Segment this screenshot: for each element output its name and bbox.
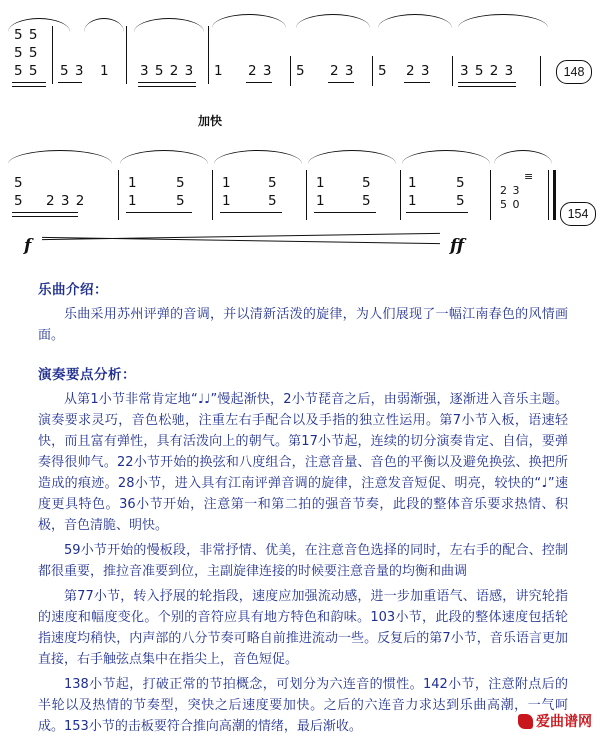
- barline: [490, 170, 491, 220]
- note-group: 5 0: [500, 198, 521, 211]
- note-group: 5: [296, 63, 306, 79]
- barline: [400, 170, 401, 220]
- beam-line: [458, 86, 516, 87]
- note-group: 1: [222, 193, 232, 209]
- slur-arc: [8, 150, 112, 164]
- measure-number-148: 148: [556, 60, 592, 84]
- note-group: 5: [378, 63, 388, 79]
- note-group: 5: [268, 175, 278, 191]
- note-group: 1: [408, 175, 418, 191]
- barline: [126, 26, 127, 84]
- beam-line: [406, 212, 468, 213]
- slur-arc: [84, 18, 124, 32]
- intro-paragraph: 乐曲采用苏州评弹的音调，并以清新活泼的旋律，为人们展现了一幅江南春色的风情画面。: [38, 307, 568, 343]
- note-group: 2 3: [500, 184, 521, 197]
- note-group: 5 3: [60, 63, 85, 79]
- analysis-paragraph-1: 从第1小节非常肯定地“♩♩”慢起渐快，2小节琵音之后，由弱渐强，逐渐进入音乐主题。演奏要求灵巧，音色松驰，注重左右手配合以及手指的独立性运用。第7小节入板，语速轻快，而且富有弹性，具有活泼向上的朝气。第17小节起，连续的切分演奏肯定、自信，要弹奏得很帅气。22小节开始的换弦和八度组合，注意音量、音色的平衡以及避免换弦、换把所造成的痕迹。28小节，进入具有江南评弹音调的旋律，注意发音短促、明亮，较快的“♩”速度更具特色。36小节开始，注意第一和第二拍的强音节奏，此段的整体音乐要求热情、积极，音色清脆、明快。: [38, 392, 568, 533]
- note-group: 3 5 2 3: [460, 63, 515, 79]
- beam-line: [328, 82, 354, 83]
- dynamic-f: f: [24, 236, 32, 256]
- slur-arc: [402, 150, 490, 164]
- analysis-paragraph-4: 138小节起，打破正常的节拍概念，可划分为六连音的惯性。142小节，注意附点后的半轮以及热情的节奏型，突快之后速度要加快。之后的六连音力求达到乐曲高潮，一气呵成。153小节的击板要符合推向高潮的情绪，最后渐收。: [38, 677, 568, 734]
- crescendo-hairpin: [42, 237, 440, 244]
- barline-final-thick: [553, 170, 556, 220]
- note-group: 1: [222, 175, 232, 191]
- dynamic-ff: ff: [450, 236, 465, 256]
- note-group: 5 5: [14, 45, 39, 61]
- slur-arc: [296, 14, 370, 28]
- beam-line: [314, 212, 376, 213]
- note-group: 3 5 2 3: [140, 63, 195, 79]
- beam-line: [126, 212, 192, 213]
- note-group: 5 5: [14, 27, 39, 43]
- note-group: 5: [362, 175, 372, 191]
- analysis-paragraph-3: 第77小节，转入抒展的轮指段，速度应加强流动感，进一步加重语气、语感，讲究轮指的速度和幅度变化。个别的音符应具有地方特色和韵味。103小节，此段的整体速度包括轮指速度均稍快，内声部的八分节奏可略自前推进流动一些。反复后的第7小节，音乐语言更加直接，右手触弦点集中在指尖上，音色短促。: [38, 589, 568, 667]
- note-group: 2 3 2: [46, 193, 86, 209]
- note-group: 1: [316, 175, 326, 191]
- slur-arc: [134, 18, 204, 32]
- score-line-2: [0, 140, 600, 265]
- slur-arc: [458, 14, 548, 28]
- note-group: 5: [14, 175, 24, 191]
- note-group: 5: [362, 193, 372, 209]
- beam-line: [138, 86, 196, 87]
- tempo-marking-jiakuai: 加快: [198, 114, 223, 128]
- beam-line: [58, 82, 82, 83]
- barline: [540, 56, 541, 86]
- slur-arc: [494, 150, 552, 164]
- note-group: 1: [128, 193, 138, 209]
- beam-line: [404, 82, 430, 83]
- slur-arc: [212, 14, 286, 28]
- note-group: 1: [100, 63, 110, 79]
- slur-arc: [378, 14, 452, 28]
- note-group: 5 5: [14, 63, 39, 79]
- note-group: 2 3: [406, 63, 431, 79]
- beam-line: [12, 212, 78, 213]
- note-group: 1: [128, 175, 138, 191]
- beam-line: [12, 216, 78, 217]
- slur-arc: [214, 150, 302, 164]
- barline: [52, 26, 53, 84]
- note-group: 5: [14, 193, 24, 209]
- barline: [306, 170, 307, 220]
- beam-line: [220, 212, 282, 213]
- barline: [452, 56, 453, 86]
- beam-line: [12, 82, 46, 83]
- beam-line: [246, 82, 272, 83]
- slur-arc: [120, 150, 208, 164]
- analysis-heading: 演奏要点分析：: [38, 367, 136, 383]
- measure-number-154: 154: [560, 202, 596, 226]
- beam-line: [458, 82, 516, 83]
- barline: [290, 56, 291, 86]
- beam-line: [138, 82, 196, 83]
- beam-line: [12, 86, 46, 87]
- note-group: 1: [316, 193, 326, 209]
- note-group: 5: [176, 193, 186, 209]
- intro-heading: 乐曲介绍：: [38, 282, 108, 298]
- article-body: [38, 278, 568, 741]
- note-group: 2 3: [248, 63, 273, 79]
- note-group: 5: [176, 175, 186, 191]
- watermark: [518, 711, 592, 731]
- slur-arc: [308, 150, 396, 164]
- barline: [208, 26, 209, 84]
- note-group: 2 3: [330, 63, 355, 79]
- heart-icon: [518, 714, 533, 729]
- note-group: 5: [268, 193, 278, 209]
- note-group: 1: [408, 193, 418, 209]
- note-group: 5: [456, 193, 466, 209]
- note-group: 5: [456, 175, 466, 191]
- barline: [372, 56, 373, 86]
- barline: [212, 170, 213, 220]
- analysis-paragraph-2: 59小节开始的慢板段，非常抒情、优美，在注意音色选择的同时，左右手的配合、控制都很重要，推拉音准要到位，主副旋律连接的时候要注意音量的均衡和曲调: [38, 543, 568, 579]
- barline-final: [548, 170, 549, 220]
- watermark-text: 爱曲谱网: [536, 714, 592, 730]
- score-line-1: [0, 8, 600, 128]
- vibrato-icon: ≡: [524, 170, 534, 183]
- barline: [118, 170, 119, 220]
- note-group: 1: [214, 63, 224, 79]
- music-notation-area: [0, 0, 600, 272]
- spacer: [38, 350, 568, 363]
